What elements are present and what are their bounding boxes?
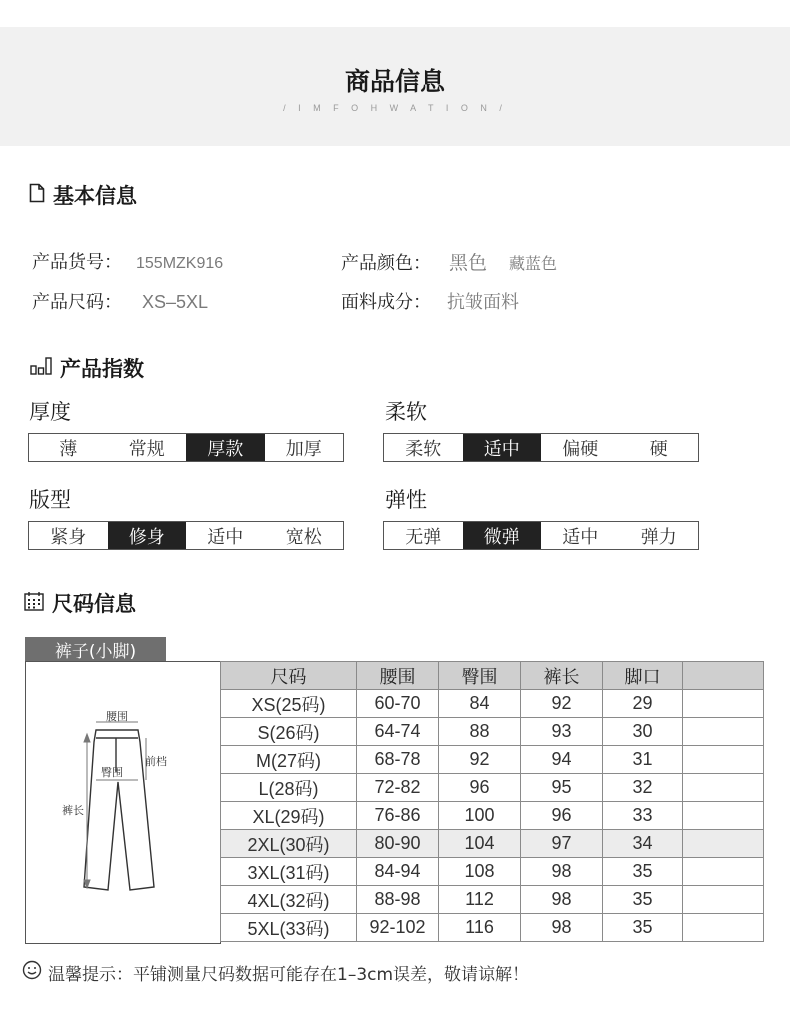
table-cell: 3XL(31码) bbox=[221, 858, 357, 886]
table-cell: 98 bbox=[521, 858, 603, 886]
table-cell bbox=[683, 746, 764, 774]
page-title: 商品信息 bbox=[344, 67, 445, 96]
table-row bbox=[221, 830, 764, 858]
table-cell: 35 bbox=[603, 858, 683, 886]
table-cell: 94 bbox=[521, 746, 603, 774]
pants-outline bbox=[26, 662, 220, 943]
table-cell: 29 bbox=[603, 690, 683, 718]
table-cell: 80-90 bbox=[357, 830, 439, 858]
bar-chart-icon bbox=[30, 356, 52, 380]
table-cell: 31 bbox=[603, 746, 683, 774]
scale-option: 薄 bbox=[59, 438, 78, 460]
table-cell: 100 bbox=[439, 802, 521, 830]
table-cell: 95 bbox=[521, 774, 603, 802]
index-title: 产品指数 bbox=[60, 357, 144, 381]
product-type-tag: 裤子(小脚) bbox=[25, 637, 166, 662]
column-header: 裤长 bbox=[521, 662, 603, 690]
scale-fit bbox=[28, 521, 344, 550]
page-subtitle: / I M F O H W A T I O N / bbox=[283, 103, 507, 113]
scale-option: 适中 bbox=[562, 526, 599, 548]
column-header: 腰围 bbox=[357, 662, 439, 690]
size-value: XS–5XL bbox=[142, 292, 209, 312]
size-title: 尺码信息 bbox=[52, 592, 136, 616]
sku-label: 产品货号： bbox=[32, 252, 122, 273]
size-table-body bbox=[221, 690, 764, 942]
scale-option: 常规 bbox=[128, 438, 165, 460]
column-header bbox=[683, 662, 764, 690]
table-cell: XS(25码) bbox=[221, 690, 357, 718]
table-cell: 76-86 bbox=[357, 802, 439, 830]
table-row bbox=[221, 914, 764, 942]
table-cell: 116 bbox=[439, 914, 521, 942]
table-cell: 96 bbox=[439, 774, 521, 802]
table-cell: L(28码) bbox=[221, 774, 357, 802]
table-cell: 97 bbox=[521, 830, 603, 858]
pants-diagram bbox=[25, 661, 221, 944]
scale-option-selected: 微弹 bbox=[463, 522, 542, 549]
table-cell: XL(29码) bbox=[221, 802, 357, 830]
table-cell: 88 bbox=[439, 718, 521, 746]
table-cell: 92 bbox=[439, 746, 521, 774]
table-cell bbox=[683, 718, 764, 746]
scale-option: 弹力 bbox=[640, 526, 677, 548]
table-cell bbox=[683, 914, 764, 942]
tip-text: 温馨提示：平铺测量尺码数据可能存在1–3cm误差，敬请谅解！ bbox=[48, 965, 530, 985]
table-cell: 68-78 bbox=[357, 746, 439, 774]
index-heading bbox=[30, 353, 144, 383]
scale-option-selected: 厚款 bbox=[186, 434, 265, 461]
table-cell bbox=[683, 830, 764, 858]
diagram-label-length: 裤长 bbox=[62, 804, 84, 817]
fabric-label: 面料成分： bbox=[341, 292, 431, 313]
table-row bbox=[221, 886, 764, 914]
table-cell: 92-102 bbox=[357, 914, 439, 942]
table-cell: 98 bbox=[521, 914, 603, 942]
scale-option: 硬 bbox=[649, 438, 668, 460]
scale-option: 紧身 bbox=[50, 526, 87, 548]
table-cell: 84-94 bbox=[357, 858, 439, 886]
scale-title-softness: 柔软 bbox=[385, 400, 427, 424]
info-row-fabric bbox=[341, 288, 519, 314]
scale-softness bbox=[383, 433, 699, 462]
table-cell: 30 bbox=[603, 718, 683, 746]
scale-thickness bbox=[28, 433, 344, 462]
size-heading bbox=[24, 588, 136, 618]
table-cell: 2XL(30码) bbox=[221, 830, 357, 858]
scale-option: 适中 bbox=[207, 526, 244, 548]
tip-note bbox=[22, 960, 529, 985]
color-value-2: 藏蓝色 bbox=[509, 254, 558, 273]
size-label: 产品尺码： bbox=[32, 292, 122, 313]
info-row-sku bbox=[32, 248, 223, 274]
table-row bbox=[221, 746, 764, 774]
grid-calendar-icon bbox=[24, 591, 44, 616]
diagram-label-waist: 腰围 bbox=[106, 710, 128, 723]
table-cell: 5XL(33码) bbox=[221, 914, 357, 942]
table-cell: 93 bbox=[521, 718, 603, 746]
info-row-color bbox=[341, 248, 557, 275]
table-header-row bbox=[221, 662, 764, 690]
table-cell bbox=[683, 690, 764, 718]
table-cell: M(27码) bbox=[221, 746, 357, 774]
sku-value: 155MZK916 bbox=[136, 255, 224, 272]
scale-option: 无弹 bbox=[405, 526, 442, 548]
table-cell bbox=[683, 886, 764, 914]
scale-option: 柔软 bbox=[405, 438, 442, 460]
table-cell: 88-98 bbox=[357, 886, 439, 914]
basic-info-title: 基本信息 bbox=[53, 184, 137, 208]
table-cell: 33 bbox=[603, 802, 683, 830]
table-cell: 60-70 bbox=[357, 690, 439, 718]
table-row bbox=[221, 858, 764, 886]
table-cell: 108 bbox=[439, 858, 521, 886]
table-cell bbox=[683, 858, 764, 886]
table-cell: 96 bbox=[521, 802, 603, 830]
document-icon bbox=[29, 183, 45, 208]
table-cell: 4XL(32码) bbox=[221, 886, 357, 914]
table-cell: 35 bbox=[603, 914, 683, 942]
smiley-icon bbox=[22, 960, 42, 985]
diagram-label-rise: 前档 bbox=[145, 755, 167, 768]
diagram-label-hip: 臀围 bbox=[101, 766, 123, 779]
table-row bbox=[221, 690, 764, 718]
table-cell: 104 bbox=[439, 830, 521, 858]
table-cell: 34 bbox=[603, 830, 683, 858]
table-cell: 92 bbox=[521, 690, 603, 718]
column-header: 尺码 bbox=[221, 662, 357, 690]
table-cell: 72-82 bbox=[357, 774, 439, 802]
fabric-value: 抗皱面料 bbox=[447, 292, 519, 313]
scale-option: 加厚 bbox=[285, 438, 322, 460]
table-row bbox=[221, 774, 764, 802]
table-cell bbox=[683, 802, 764, 830]
size-table bbox=[220, 661, 764, 942]
scale-title-fit: 版型 bbox=[29, 488, 71, 512]
table-cell: 32 bbox=[603, 774, 683, 802]
table-row bbox=[221, 802, 764, 830]
table-cell bbox=[683, 774, 764, 802]
table-cell: 84 bbox=[439, 690, 521, 718]
column-header: 脚口 bbox=[603, 662, 683, 690]
info-row-size bbox=[32, 288, 208, 314]
color-value: 黑色 bbox=[449, 252, 488, 274]
scale-option-selected: 修身 bbox=[108, 522, 187, 549]
table-cell: 112 bbox=[439, 886, 521, 914]
table-cell: 98 bbox=[521, 886, 603, 914]
basic-info-heading bbox=[29, 180, 137, 210]
color-label: 产品颜色： bbox=[341, 253, 431, 274]
scale-title-elasticity: 弹性 bbox=[385, 488, 427, 512]
scale-option: 偏硬 bbox=[562, 438, 599, 460]
table-row bbox=[221, 718, 764, 746]
scale-option-selected: 适中 bbox=[463, 434, 542, 461]
column-header: 臀围 bbox=[439, 662, 521, 690]
scale-elasticity bbox=[383, 521, 699, 550]
table-cell: 35 bbox=[603, 886, 683, 914]
scale-option: 宽松 bbox=[285, 526, 322, 548]
table-cell: 64-74 bbox=[357, 718, 439, 746]
scale-title-thickness: 厚度 bbox=[29, 400, 71, 424]
table-cell: S(26码) bbox=[221, 718, 357, 746]
